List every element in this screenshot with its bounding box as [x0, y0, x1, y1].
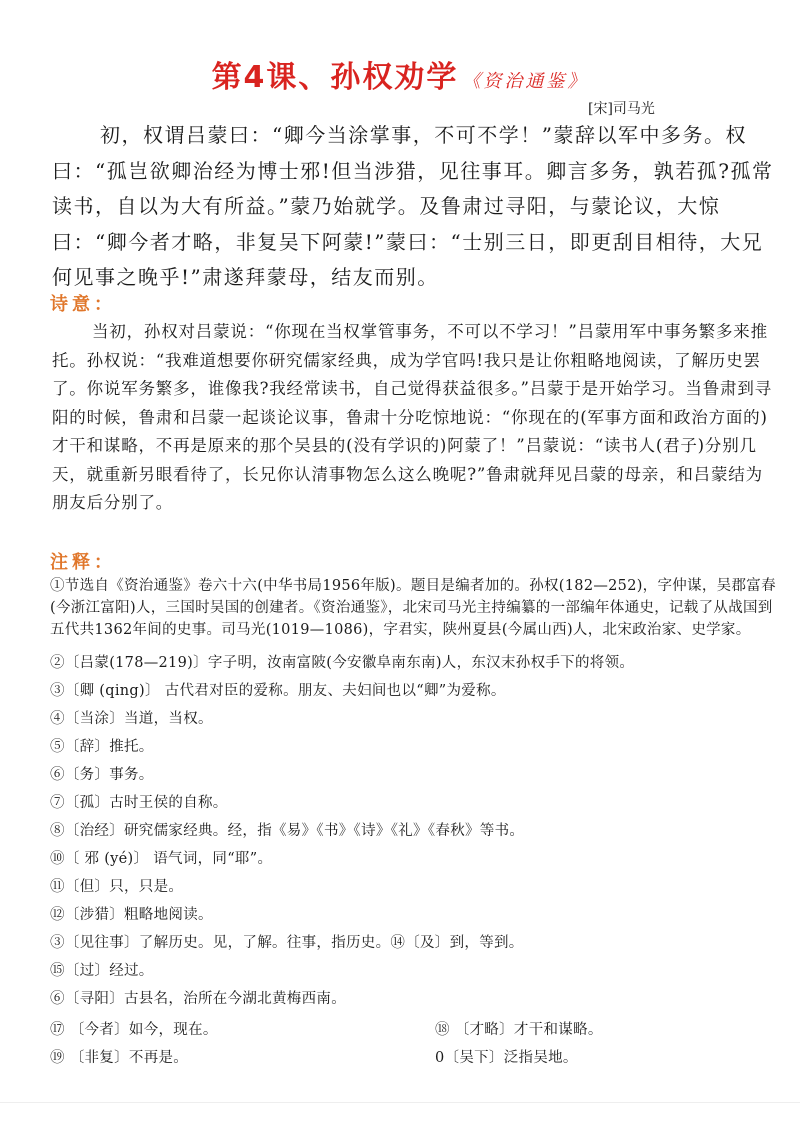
note-item: ③〔见往事〕了解历史。见，了解。往事，指历史。⑭〔及〕到，等到。: [50, 935, 524, 951]
note-item: 0〔吴下〕泛指吴地。: [435, 1050, 578, 1066]
translation-block: [52, 318, 778, 518]
translation-label: 诗意：: [50, 294, 116, 315]
note-item: ①节选自《资治通鉴》卷六十六(中华书局1956年版)。题目是编者加的。孙权(182—252)，字仲谋，吴郡富春(今浙江富阳)人，三国时吴国的创建者。《资治通鉴》，北宋司马光主持编纂的一部编年体通史，记载了从战国到五代共1362年间的史事。司马光(1019—1086)，字君实，陕州夏县(今属山西)人，北宋政治家、史学家。: [50, 578, 776, 638]
note-item: ③〔卿 (qing)〕 古代君对臣的爱称。朋友、夫妇间也以“卿”为爱称。: [50, 683, 506, 699]
note-item: ⑮〔过〕经过。: [50, 963, 154, 979]
lesson-title-main: 第4课、孙权劝学: [211, 60, 459, 95]
note-item: ⑤〔辞〕推托。: [50, 739, 154, 755]
notes-block: [50, 575, 785, 1075]
note-item: ⑪〔但〕只，只是。: [50, 879, 184, 895]
page-bottom-divider: [0, 1102, 800, 1103]
note-item: ⑫〔涉猎〕粗略地阅读。: [50, 907, 213, 923]
translation-text: 当初，孙权对吕蒙说：“你现在当权掌管事务，不可以不学习！”吕蒙用军中事务繁多来推托。孙权说：“我难道想要你研究儒家经典，成为学官吗!我只是让你粗略地阅读，了解历史罢了。你说军务繁多，谁像我?我经常读书，自己觉得获益很多。”吕蒙于是开始学习。当鲁肃到寻阳的时候，鲁肃和吕蒙一起谈论议事，鲁肃十分吃惊地说：“你现在的(军事方面和政治方面的)才干和谋略，不再是原来的那个吴县的(没有学识的)阿蒙了！”吕蒙说：“读书人(君子)分别几天，就重新另眼看待了，长兄你认清事物怎么这么晚呢?”鲁肃就拜见吕蒙的母亲，和吕蒙结为朋友后分别了。: [52, 322, 772, 512]
note-item: ⑱ 〔才略〕才干和谋略。: [435, 1022, 603, 1038]
note-item: ⑥〔寻阳〕古县名，治所在今湖北黄梅西南。: [50, 991, 346, 1007]
lesson-title: [0, 52, 800, 96]
original-text-block: [52, 118, 782, 296]
original-text: 初，权谓吕蒙曰：“卿今当涂掌事，不可不学！”蒙辞以军中多务。权曰：“孤岂欲卿治经为博士邪!但当涉猎，见往事耳。卿言多务，孰若孤?孤常读书，自以为大有所益。”蒙乃始就学。及鲁肃过寻阳，与蒙论议，大惊曰：“卿今者才略，非复吴下阿蒙!”蒙曰：“士别三日，即更刮目相待，大兄何见事之晚乎!”肃遂拜蒙母，结友而别。: [52, 123, 774, 289]
note-pair-row: [50, 1047, 785, 1075]
note-item: ④〔当涂〕当道，当权。: [50, 711, 213, 727]
note-item: ⑲ 〔非复〕不再是。: [50, 1050, 189, 1066]
note-item: ⑰ 〔今者〕如今，现在。: [50, 1022, 218, 1038]
note-item: ⑦〔孤〕古时王侯的自称。: [50, 795, 228, 811]
lesson-title-source: 《资治通鉴》: [462, 71, 589, 92]
note-item: ⑩〔 邪 (yé)〕 语气词，同“耶”。: [50, 851, 273, 867]
note-pair-row: [50, 1019, 785, 1047]
note-item: ②〔吕蒙(178—219)〕字子明，汝南富陂(今安徽阜南东南)人，东汉末孙权手下的将领。: [50, 655, 635, 671]
note-item: ⑧〔治经〕研究儒家经典。经，指《易》《书》《诗》《礼》《春秋》等书。: [50, 823, 525, 839]
notes-label: 注释：: [50, 552, 116, 573]
author-credit: [宋]司马光: [588, 101, 655, 117]
note-item: ⑥〔务〕事务。: [50, 767, 154, 783]
